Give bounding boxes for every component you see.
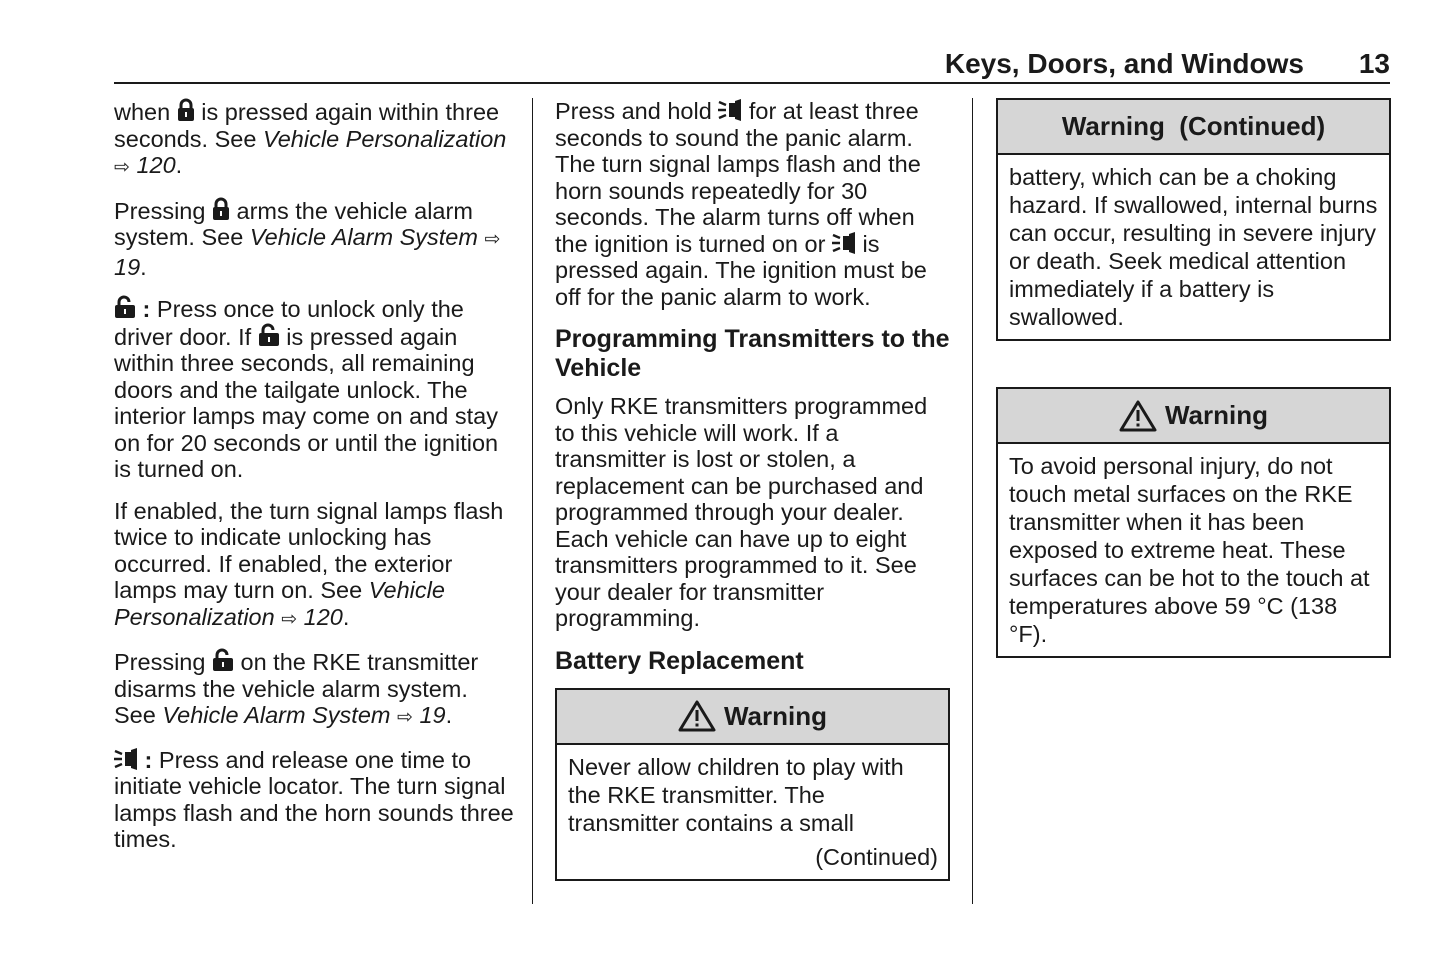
cross-reference[interactable]: Vehicle Personalization (262, 125, 507, 152)
column-3 (996, 98, 1391, 658)
unlock-icon (114, 295, 136, 319)
paragraph: Pressing on the RKE transmitter disarms the vehicle alarm system. See Vehicle Alarm System ⇨ 19. (114, 649, 479, 728)
paragraph: If enabled, the turn signal lamps flash twice to indicate unlocking has occurred. If enabled, the exterior lamps may turn on. See Vehicle Personalization ⇨ 120. (114, 497, 504, 630)
page-header (114, 46, 1390, 84)
section-title: Keys, Doors, and Windows (944, 48, 1304, 79)
warning-header (998, 389, 1389, 444)
paragraph: Pressing arms the vehicle alarm system. See Vehicle Alarm System ⇨ 19. (114, 197, 501, 280)
paragraph: : Press and release one time to initiate vehicle locator. The turn signal lamps flash and the horn sounds three times. (114, 746, 514, 852)
cross-reference[interactable]: Vehicle Alarm System (162, 702, 391, 728)
warning-box-continued (996, 98, 1391, 341)
paragraph: Only RKE transmitters programmed to this vehicle will work. If a transmitter is lost or stolen, a replacement can be purchased and programmed through your dealer. Each vehicle can have up to eight transmitters programmed to it. See your dealer for transmitter programming. (555, 393, 928, 631)
lock-icon (177, 98, 195, 122)
column-1 (114, 98, 514, 868)
page-ref-arrow-icon: ⇨ (281, 608, 298, 630)
warning-triangle-icon (678, 700, 716, 732)
warning-title: Warning (1164, 400, 1269, 430)
warning-box (996, 387, 1391, 658)
panic-alarm-icon (114, 748, 138, 770)
warning-box (555, 688, 950, 881)
warning-title: Warning (Continued) (1061, 111, 1326, 141)
paragraph: : Press once to unlock only the driver door. If is pressed again within three seconds, all remaining doors and the tailgate unlock. The interior lamps may come on and stay on for 20 seconds or until the ignition is turned on. (114, 296, 499, 482)
warning-body: To avoid personal injury, do not touch metal surfaces on the RKE transmitter when it has been exposed to extreme heat. These surfaces can be hot to the touch at temperatures above 59 °C (138 °F). (1009, 453, 1370, 647)
page-number: 13 (1358, 48, 1390, 79)
warning-title: Warning (723, 700, 828, 731)
page-ref-arrow-icon: ⇨ (114, 157, 130, 178)
page-ref-arrow-icon: ⇨ (484, 229, 501, 250)
unlock-icon (212, 648, 234, 672)
warning-header (998, 100, 1389, 155)
panic-alarm-icon (718, 99, 742, 121)
column-divider (532, 98, 533, 904)
section-heading: Battery Replacement (555, 646, 804, 675)
warning-body: Never allow children to play with the RKE transmitter. The transmitter contains a small (Continued) (568, 753, 938, 870)
unlock-icon (258, 323, 280, 347)
column-divider (972, 98, 973, 904)
column-2 (555, 98, 950, 881)
page-ref-arrow-icon: ⇨ (397, 707, 413, 728)
warning-body: battery, which can be a choking hazard. If swallowed, internal burns can occur, resulting in severe injury or death. Seek medical attention immediately if a battery is swallowed. (1009, 164, 1378, 330)
cross-reference[interactable]: Vehicle Alarm System (249, 224, 478, 250)
continued-label: (Continued) (815, 843, 938, 870)
paragraph: when is pressed again within three seconds. See Vehicle Personalization ⇨ 120. (114, 99, 507, 178)
warning-triangle-icon (1119, 400, 1157, 432)
cross-reference[interactable]: Vehicle Personalization (114, 577, 445, 630)
paragraph: Press and hold for at least three seconds to sound the panic alarm. The turn signal lamps flash and the horn sounds repeatedly for 30 seconds. The alarm turns off when the ignition is turned on or is pressed again. The ignition must be off for the panic alarm to work. (555, 98, 927, 310)
panic-alarm-icon (832, 232, 856, 254)
warning-header (557, 690, 948, 745)
lock-icon (212, 197, 230, 221)
section-heading: Programming Transmitters to the Vehicle (555, 325, 950, 382)
